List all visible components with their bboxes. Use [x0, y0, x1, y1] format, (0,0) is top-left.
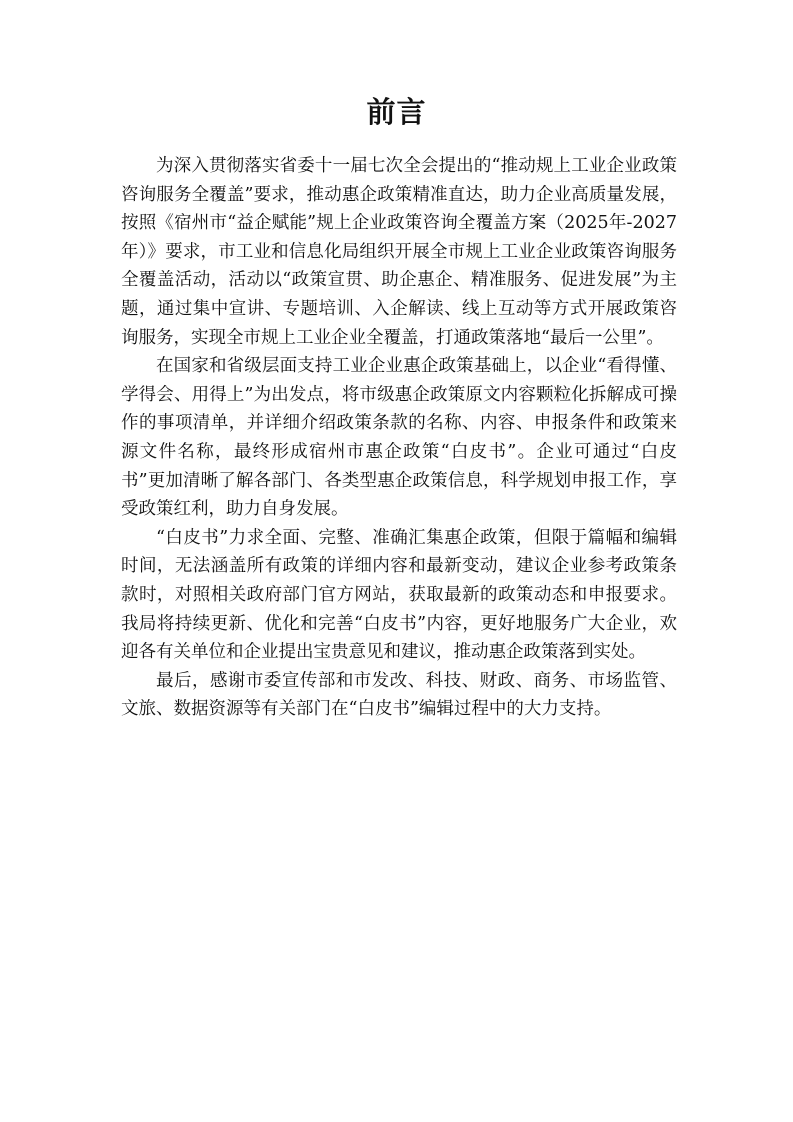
document-body [121, 152, 677, 724]
paragraph-4: 最后，感谢市委宣传部和市发改、科技、财政、商务、市场监管、文旅、数据资源等有关部门在“白皮书”编辑过程中的大力支持。 [121, 670, 677, 720]
paragraph-1: 为深入贯彻落实省委十一届七次全会提出的“推动规上工业企业政策咨询服务全覆盖”要求，推动惠企政策精准直达，助力企业高质量发展，按照《宿州市“益企赋能”规上企业政策咨询全覆盖方案（2025年-2027年）》要求，市工业和信息化局组织开展全市规上工业企业政策咨询服务全覆盖活动，活动以“政策宣贯、助企惠企、精准服务、促进发展”为主题，通过集中宣讲、专题培训、入企解读、线上互动等方式开展政策咨询服务，实现全市规上工业企业全覆盖，打通政策落地“最后一公里”。 [121, 156, 677, 348]
paragraph-2: 在国家和省级层面支持工业企业惠企政策基础上，以企业“看得懂、学得会、用得上”为出发点，将市级惠企政策原文内容颗粒化拆解成可操作的事项清单，并详细介绍政策条款的名称、内容、申报条件和政策来源文件名称，最终形成宿州市惠企政策“白皮书”。企业可通过“白皮书”更加清晰了解各部门、各类型惠企政策信息，科学规划申报工作，享受政策红利，助力自身发展。 [121, 356, 677, 520]
paragraph-3: “白皮书”力求全面、完整、准确汇集惠企政策，但限于篇幅和编辑时间，无法涵盖所有政策的详细内容和最新变动，建议企业参考政策条款时，对照相关政府部门官方网站，获取最新的政策动态和申报要求。我局将持续更新、优化和完善“白皮书”内容，更好地服务广大企业，欢迎各有关单位和企业提出宝贵意见和建议，推动惠企政策落到实处。 [121, 527, 677, 663]
page-title: 前言 [366, 95, 427, 129]
